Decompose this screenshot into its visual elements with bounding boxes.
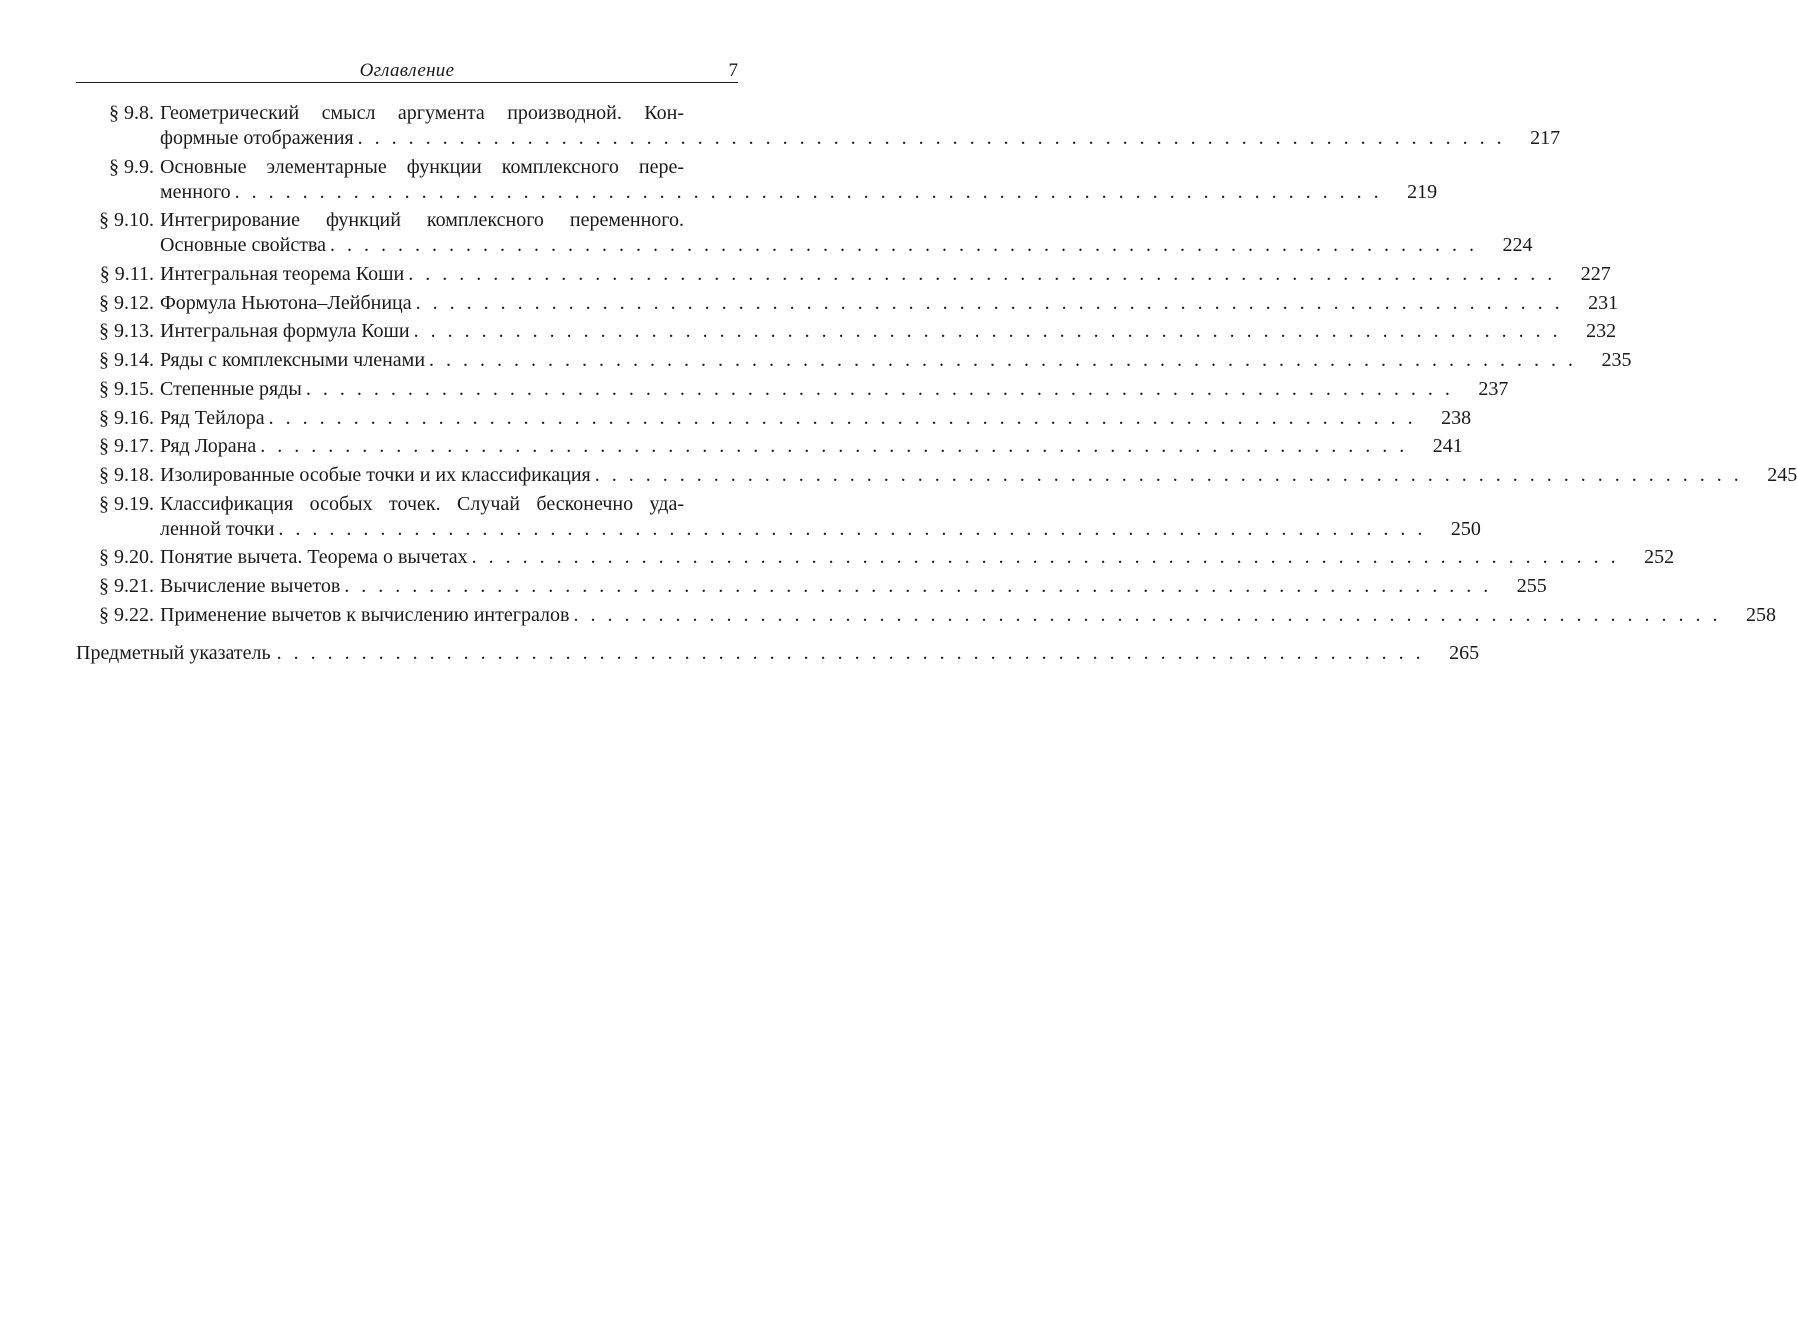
toc-page-number: 219 bbox=[1407, 180, 1438, 203]
toc-section-number: § 9.18. bbox=[99, 463, 154, 486]
toc-entry[interactable] bbox=[76, 155, 1438, 205]
toc-page-number: 235 bbox=[1601, 349, 1632, 372]
toc-title: Изолированные особые точки и их классификация bbox=[160, 463, 591, 486]
toc-page-number: 232 bbox=[1586, 320, 1617, 343]
toc-section-number: § 9.19. bbox=[99, 492, 154, 515]
toc-leader-dots: . . . . . . . . . . . . . . . . . . . . . . . . . . . . . . . . . . . . . . . . . . . . . . . . . . . . . . . . . . . . . . . . . . . . bbox=[429, 349, 1577, 372]
subject-index-page-number: 265 bbox=[1449, 642, 1480, 664]
toc-title: Ряд Лорана bbox=[160, 435, 257, 458]
toc-leader-dots: . . . . . . . . . . . . . . . . . . . . . . . . . . . . . . . . . . . . . . . . . . . . . . . . . . . . . . . . . . . . . . . . . . . . bbox=[260, 435, 1408, 458]
toc-section-number: § 9.12. bbox=[99, 291, 154, 314]
toc-title: Ряд Тейлора bbox=[160, 406, 265, 429]
running-header-title: Оглавление bbox=[359, 60, 455, 81]
toc-entry[interactable] bbox=[76, 101, 1561, 151]
toc-page-number: 217 bbox=[1530, 127, 1561, 149]
toc-title: Вычисление вычетов bbox=[160, 574, 341, 597]
toc-section-number: § 9.13. bbox=[99, 320, 154, 343]
toc-leader-dots: . . . . . . . . . . . . . . . . . . . . . . . . . . . . . . . . . . . . . . . . . . . . . . . . . . . . . . . . . . . . . . . . . . . . bbox=[415, 291, 1564, 314]
toc-page-number: 252 bbox=[1644, 546, 1675, 569]
toc-entry[interactable] bbox=[76, 463, 1797, 488]
toc-page-number: 227 bbox=[1580, 263, 1611, 286]
toc-leader-dots: . . . . . . . . . . . . . . . . . . . . . . . . . . . . . . . . . . . . . . . . . . . . . . . . . . . . . . . . . . . . . . . . . . . . bbox=[413, 320, 1562, 343]
toc-leader-dots: . . . . . . . . . . . . . . . . . . . . . . . . . . . . . . . . . . . . . . . . . . . . . . . . . . . . . . . . . . . . . . . . . . . . bbox=[573, 603, 1721, 626]
toc-entry[interactable] bbox=[76, 406, 1472, 431]
toc-title: Интегральная теорема Коши bbox=[160, 263, 405, 286]
toc-page-number: 250 bbox=[1450, 517, 1481, 540]
toc-leader-dots: . . . . . . . . . . . . . . . . . . . . . . . . . . . . . . . . . . . . . . . . . . . . . . . . . . . . . . . . . . . . . . . . . . . . bbox=[471, 546, 1620, 569]
toc-page-number: 231 bbox=[1588, 291, 1619, 314]
toc-title: Формула Ньютона–Лейбница bbox=[160, 291, 412, 314]
toc-section-number: § 9.16. bbox=[99, 406, 154, 429]
toc-title: ленной точки bbox=[160, 517, 275, 540]
toc-leader-dots: . . . . . . . . . . . . . . . . . . . . . . . . . . . . . . . . . . . . . . . . . . . . . . . . . . . . . . . . . . . . . . . . . . . . bbox=[330, 234, 1478, 257]
toc-page-number: 224 bbox=[1502, 234, 1533, 257]
toc-title: менного bbox=[160, 180, 231, 203]
toc-leader-dots: . . . . . . . . . . . . . . . . . . . . . . . . . . . . . . . . . . . . . . . . . . . . . . . . . . . . . . . . . . . . . . . . . . . . bbox=[305, 377, 1454, 400]
toc-entry[interactable] bbox=[76, 574, 1547, 599]
toc-leader-dots: . . . . . . . . . . . . . . . . . . . . . . . . . . . . . . . . . . . . . . . . . . . . . . . . . . . . . . . . . . . . . . . . . . . . bbox=[276, 642, 1425, 664]
toc-leader-dots: . . . . . . . . . . . . . . . . . . . . . . . . . . . . . . . . . . . . . . . . . . . . . . . . . . . . . . . . . . . . . . . . . . . . bbox=[357, 127, 1506, 149]
toc-entry[interactable] bbox=[76, 603, 1776, 628]
toc-title: формные отображения bbox=[160, 127, 354, 149]
toc-page-number: 237 bbox=[1478, 377, 1509, 400]
toc-entry[interactable] bbox=[76, 545, 1675, 570]
toc-section-number: § 9.15. bbox=[99, 377, 154, 400]
toc-entry[interactable] bbox=[76, 262, 1611, 287]
toc-leader-dots: . . . . . . . . . . . . . . . . . . . . . . . . . . . . . . . . . . . . . . . . . . . . . . . . . . . . . . . . . . . . . . . . . . . . bbox=[594, 463, 1743, 486]
toc-entry[interactable] bbox=[76, 348, 1632, 373]
toc-section-number: § 9.17. bbox=[99, 435, 154, 458]
toc-title: Интегральная формула Коши bbox=[160, 320, 410, 343]
toc-section-number: § 9.14. bbox=[99, 349, 154, 372]
toc-leader-dots: . . . . . . . . . . . . . . . . . . . . . . . . . . . . . . . . . . . . . . . . . . . . . . . . . . . . . . . . . . . . . . . . . . . . bbox=[268, 406, 1417, 429]
running-header bbox=[76, 58, 738, 83]
toc-page-number: 238 bbox=[1441, 406, 1472, 429]
toc-section-number: § 9.10. bbox=[99, 209, 154, 232]
toc-leader-dots: . . . . . . . . . . . . . . . . . . . . . . . . . . . . . . . . . . . . . . . . . . . . . . . . . . . . . . . . . . . . . . . . . . . . bbox=[344, 574, 1492, 597]
page-number: 7 bbox=[728, 60, 738, 81]
toc-leader-dots: . . . . . . . . . . . . . . . . . . . . . . . . . . . . . . . . . . . . . . . . . . . . . . . . . . . . . . . . . . . . . . . . . . . . bbox=[278, 517, 1426, 540]
toc-section-number: § 9.8. bbox=[109, 102, 154, 124]
toc-entry[interactable] bbox=[76, 319, 1617, 344]
toc-page-number: 241 bbox=[1432, 435, 1463, 458]
toc-title: Степенные ряды bbox=[160, 377, 302, 400]
toc-entry[interactable] bbox=[76, 377, 1509, 402]
toc-title-line1: Геометрический смысл аргумента производной. Кон- bbox=[160, 102, 684, 124]
toc-page-number: 255 bbox=[1516, 574, 1547, 597]
toc-entry[interactable] bbox=[76, 434, 1463, 459]
toc-leader-dots: . . . . . . . . . . . . . . . . . . . . . . . . . . . . . . . . . . . . . . . . . . . . . . . . . . . . . . . . . . . . . . . . . . . . bbox=[234, 180, 1383, 203]
toc-title: Основные свойства bbox=[160, 234, 327, 257]
toc-entry[interactable] bbox=[76, 208, 1533, 258]
toc-entry[interactable] bbox=[76, 291, 1619, 316]
subject-index-title: Предметный указатель bbox=[76, 642, 271, 664]
toc-section-number: § 9.22. bbox=[99, 603, 154, 626]
toc-section-number: § 9.9. bbox=[109, 155, 154, 178]
subject-index-entry[interactable] bbox=[76, 641, 1480, 666]
toc-title-line1: Основные элементарные функции комплексного пере- bbox=[160, 155, 684, 178]
toc-page-number: 258 bbox=[1745, 603, 1776, 626]
toc-section-number: § 9.11. bbox=[99, 263, 154, 286]
toc-leader-dots: . . . . . . . . . . . . . . . . . . . . . . . . . . . . . . . . . . . . . . . . . . . . . . . . . . . . . . . . . . . . . . . . . . . . bbox=[408, 263, 1556, 286]
toc-title: Ряды с комплексными членами bbox=[160, 349, 426, 372]
toc-page-number: 245 bbox=[1767, 463, 1797, 486]
toc-title: Понятие вычета. Теорема о вычетах bbox=[160, 546, 468, 569]
toc-section-number: § 9.20. bbox=[99, 546, 154, 569]
table-of-contents bbox=[76, 101, 1797, 631]
toc-title-line1: Классификация особых точек. Случай бесконечно уда- bbox=[160, 492, 684, 515]
toc-title-line1: Интегрирование функций комплексного переменного. bbox=[160, 209, 684, 232]
toc-entry[interactable] bbox=[76, 492, 1481, 542]
toc-title: Применение вычетов к вычислению интегралов bbox=[160, 603, 570, 626]
toc-section-number: § 9.21. bbox=[99, 574, 154, 597]
